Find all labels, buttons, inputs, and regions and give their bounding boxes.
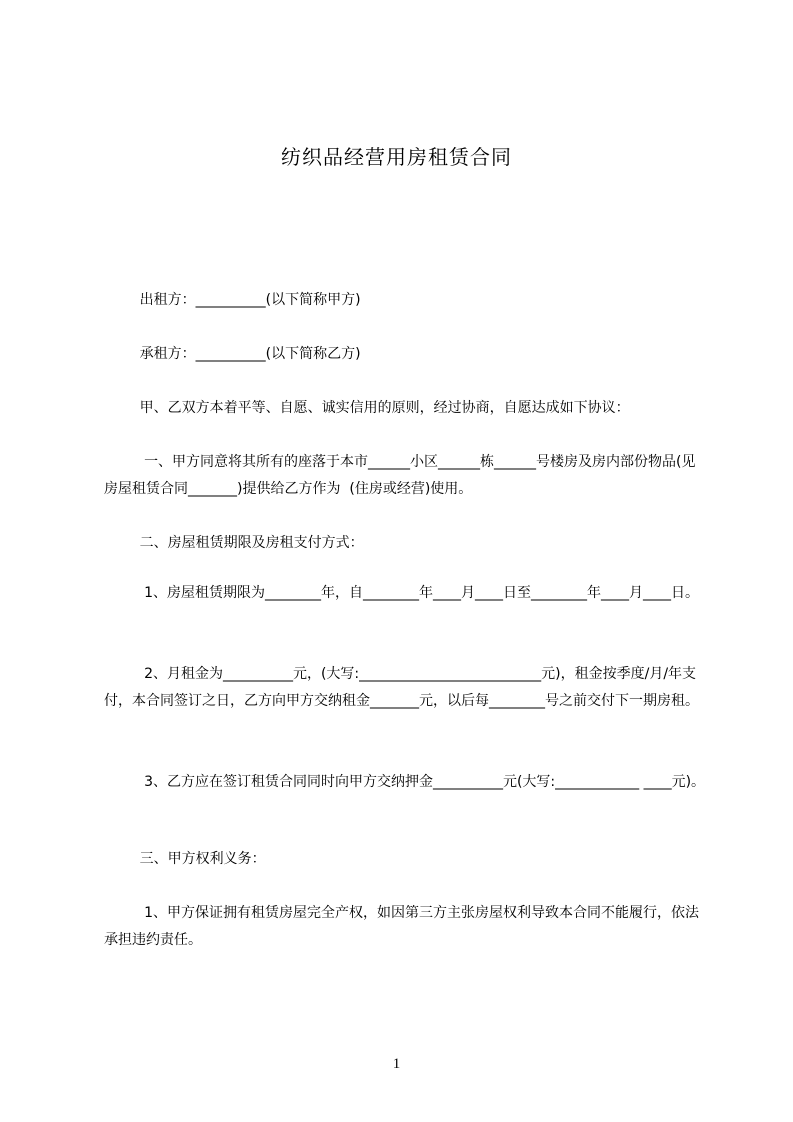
clause-2-1: 1、房屋租赁期限为________年，自________年____月____日至________年____月____日。 [104, 585, 699, 601]
section-2-heading: 二、房屋租赁期限及房租支付方式： [104, 535, 364, 551]
document-title: 纺织品经营用房租赁合同 [281, 145, 512, 169]
agreement-intro: 甲、乙双方本着平等、自愿、诚实信用的原则，经过协商，自愿达成如下协议： [104, 400, 630, 416]
page-number: 1 [392, 1056, 401, 1072]
lessor-line: 出租方：__________(以下简称甲方) [104, 292, 361, 308]
clause-2-3: 3、乙方应在签订租赁合同同时向甲方交纳押金__________元(大写:____________ ____元)。 [104, 774, 706, 790]
clause-2-2: 2、月租金为__________元，(大写:__________________________元)，租金按季度/月/年支付，本合同签订之日，乙方向甲方交纳租金_______元，以后每________号之前交付下一期房租。 [104, 666, 699, 709]
clause-1: 一、甲方同意将其所有的座落于本市______小区______栋______号楼房及房内部份物品(见房屋租赁合同_______)提供给乙方作为 (住房或经营)使用。 [104, 454, 696, 497]
clause-3-1: 1、甲方保证拥有租赁房屋完全产权，如因第三方主张房屋权利导致本合同不能履行，依法承担违约责任。 [104, 905, 699, 948]
lessee-line: 承租方：__________(以下简称乙方) [104, 346, 361, 362]
section-3-heading: 三、甲方权利义务： [104, 851, 266, 867]
